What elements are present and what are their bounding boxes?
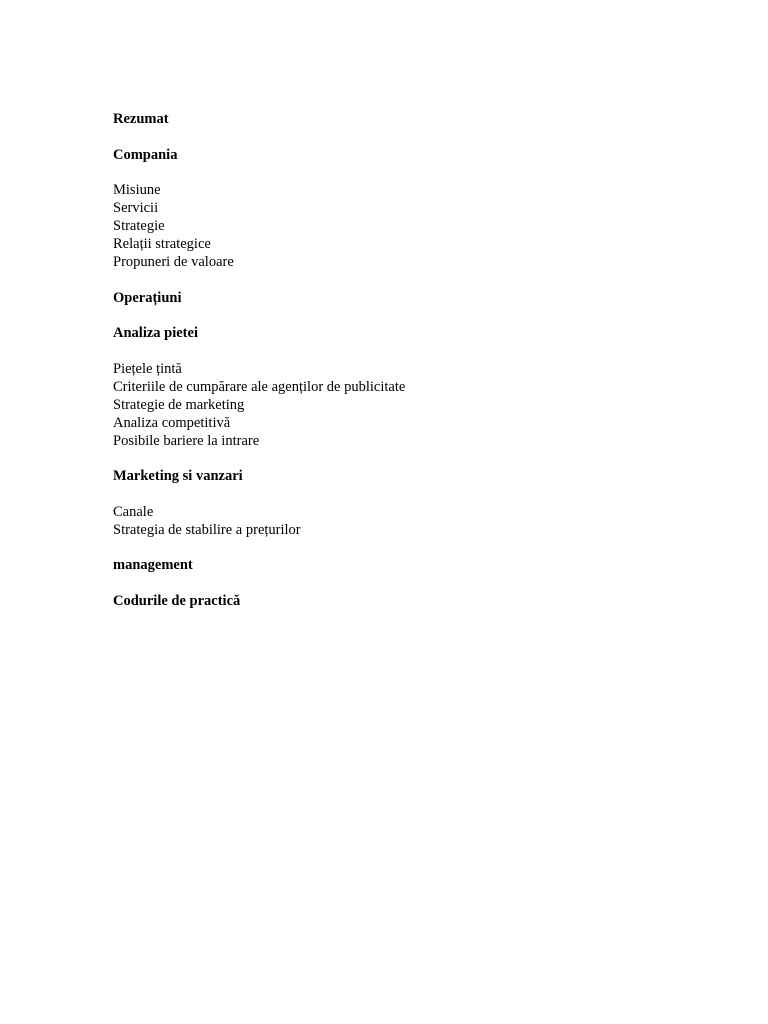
list-item: Strategie de marketing: [113, 396, 245, 413]
section-heading-analiza-pietei: Analiza pietei: [113, 325, 198, 341]
section-heading-management: management: [113, 557, 193, 573]
list-item: Analiza competitivă: [113, 414, 231, 431]
section-heading-operatiuni: Operațiuni: [113, 289, 182, 306]
list-item: Posibile bariere la intrare: [113, 432, 260, 449]
section-heading-codurile-de-practica: Codurile de practică: [113, 592, 241, 609]
list-item: Strategia de stabilire a prețurilor: [113, 521, 301, 538]
section-heading-rezumat: Rezumat: [113, 111, 169, 127]
list-item: Criteriile de cumpărare ale agenților de publicitate: [113, 378, 406, 395]
list-item: Misiune: [113, 182, 161, 198]
list-item: Piețele țintă: [113, 360, 182, 377]
list-item: Propuneri de valoare: [113, 254, 234, 270]
document-page: [113, 110, 713, 610]
section-heading-marketing-si-vanzari: Marketing si vanzari: [113, 468, 243, 484]
list-item: Canale: [113, 503, 154, 520]
list-item: Servicii: [113, 200, 159, 216]
list-item: Relații strategice: [113, 236, 211, 252]
list-item: Strategie: [113, 218, 165, 234]
section-heading-compania: Compania: [113, 146, 178, 163]
